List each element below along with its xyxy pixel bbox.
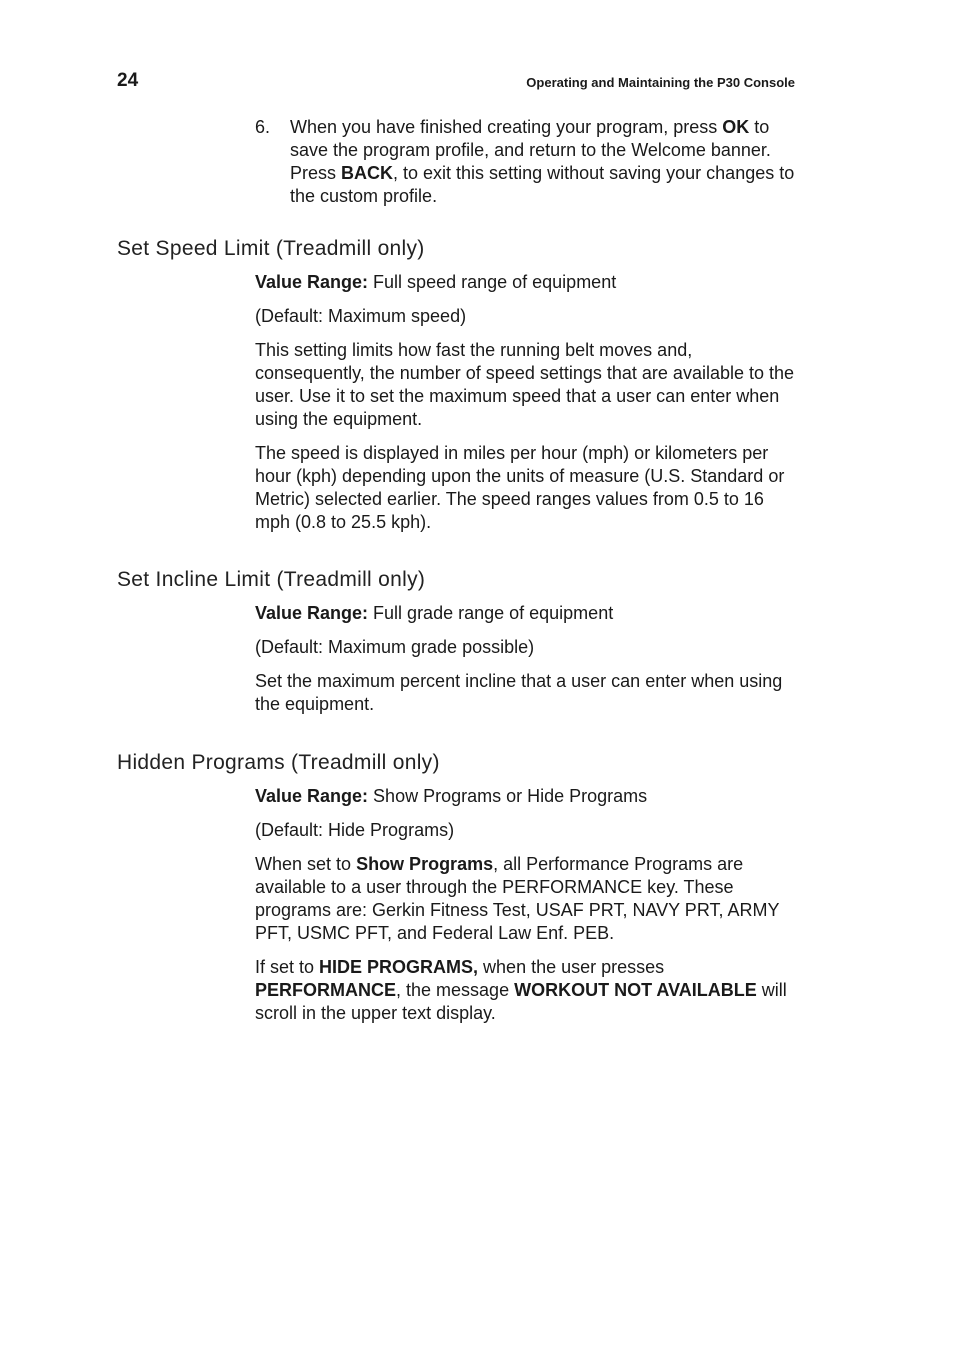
value-range-text: Full speed range of equipment xyxy=(368,272,617,292)
paragraph: Set the maximum percent incline that a user can enter when using the equipment. xyxy=(255,671,783,714)
text-part: , all Performance Programs are available to a user through the PERFORMANCE key. These programs are: Gerkin Fitness Test, USAF PRT, NAVY PRT, ARMY PFT, USMC PFT, and Federal Law Enf. PEB. xyxy=(255,854,780,943)
value-range xyxy=(255,785,800,808)
paragraph xyxy=(255,853,800,945)
heading-incline-limit: Set Incline Limit (Treadmill only) xyxy=(117,568,426,591)
default-value: (Default: Maximum grade possible) xyxy=(255,637,535,657)
text-part: , the message xyxy=(396,980,515,1000)
paragraph: This setting limits how fast the running belt moves and, consequently, the number of speed settings that are available to the user. Use it to set the maximum speed that a user can enter when using the equipment. xyxy=(255,340,795,429)
heading-speed-limit: Set Speed Limit (Treadmill only) xyxy=(117,237,425,260)
value-range-label: Value Range: xyxy=(255,786,369,806)
workout-not-available-message: WORKOUT NOT AVAILABLE xyxy=(514,980,757,1000)
ok-key-label: OK xyxy=(722,117,750,137)
step-text-part: When you have finished creating your program, press xyxy=(290,117,723,137)
text-part: When set to xyxy=(255,854,357,874)
value-range xyxy=(255,602,800,625)
running-header: Operating and Maintaining the P30 Console xyxy=(526,75,795,90)
section-hidden-programs xyxy=(255,785,800,1036)
back-key-label: BACK xyxy=(341,163,394,183)
page-number: 24 xyxy=(117,70,139,91)
value-range xyxy=(255,271,800,294)
value-range-label: Value Range: xyxy=(255,603,369,623)
show-programs-label: Show Programs xyxy=(356,854,494,874)
step-text xyxy=(290,116,800,208)
step-text-part: , to exit this setting without saving your changes to the custom profile. xyxy=(290,163,795,206)
hide-programs-label: HIDE PROGRAMS, xyxy=(319,957,479,977)
value-range-label: Value Range: xyxy=(255,272,369,292)
heading-hidden-programs: Hidden Programs (Treadmill only) xyxy=(117,751,440,774)
default-value: (Default: Maximum speed) xyxy=(255,306,467,326)
list-item-step-6 xyxy=(255,116,800,208)
value-range-text: Show Programs or Hide Programs xyxy=(368,786,648,806)
paragraph: The speed is displayed in miles per hour (mph) or kilometers per hour (kph) depending upon the units of measure (U.S. Standard or Metric) selected earlier. The speed ranges values from 0.5 to 16 mph (0.8 to 25.5 kph). xyxy=(255,443,785,532)
paragraph xyxy=(255,956,800,1025)
section-incline-limit xyxy=(255,602,800,727)
step-number: 6. xyxy=(255,117,271,137)
performance-key-label: PERFORMANCE xyxy=(255,980,397,1000)
step-text-part: to save the program profile, and return to the Welcome banner. Press xyxy=(290,117,771,183)
text-part: If set to xyxy=(255,957,320,977)
value-range-text: Full grade range of equipment xyxy=(368,603,614,623)
text-part: will scroll in the upper text display. xyxy=(255,980,787,1023)
default-value: (Default: Hide Programs) xyxy=(255,820,455,840)
text-part: when the user presses xyxy=(478,957,665,977)
section-speed-limit xyxy=(255,271,800,545)
